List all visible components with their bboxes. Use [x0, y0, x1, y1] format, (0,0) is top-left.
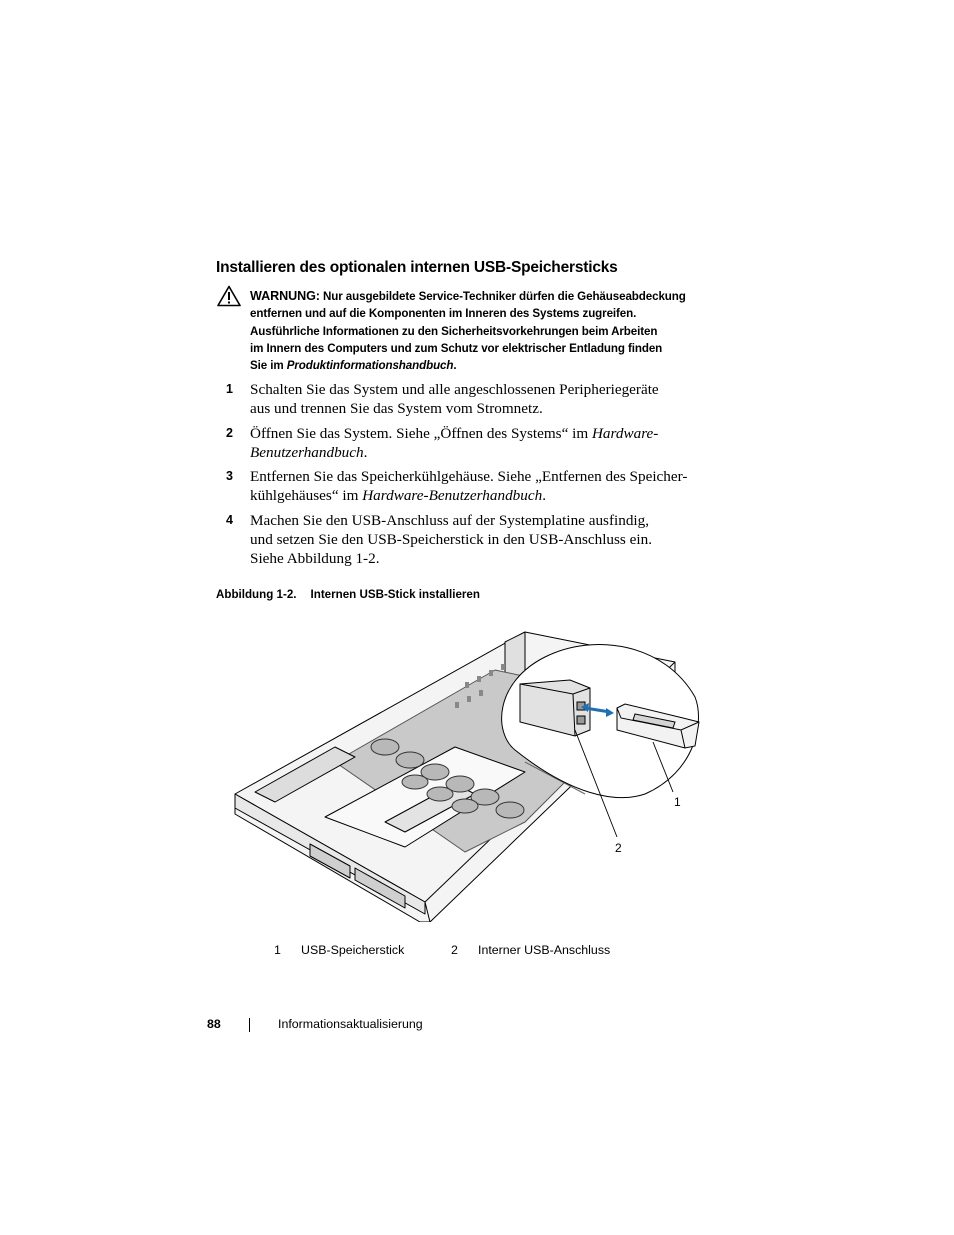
figure-title: Internen USB-Stick installieren [310, 588, 480, 601]
warning-line: Sie im [250, 359, 287, 373]
manual-reference: Produktinformationshandbuch [286, 359, 454, 373]
manual-reference: Benutzerhandbuch [250, 444, 364, 461]
footer-divider [249, 1018, 250, 1032]
step-text: . [363, 444, 368, 461]
warning-line: entfernen und auf die Komponenten im Inneren des Systems zugreifen. [250, 307, 637, 321]
step-text: Öffnen Sie das System. Siehe „Öffnen des Systems“ im [250, 425, 592, 442]
step-text: aus und trennen Sie das System vom Stromnetz. [250, 400, 543, 417]
callout-1: 1 [674, 795, 681, 809]
warning-line: Nur ausgebildete Service-Techniker dürfen die Gehäuseabdeckung [322, 290, 686, 303]
section-heading: Installieren des optionalen internen USB-Speichersticks [216, 259, 618, 276]
step-number: 1 [226, 382, 233, 396]
step-text: Machen Sie den USB-Anschluss auf der Systemplatine ausfindig, [250, 512, 650, 529]
warning-notice [250, 288, 730, 374]
footer-title: Informationsaktualisierung [278, 1017, 423, 1031]
legend-text: USB-Speicherstick [301, 943, 405, 957]
step-text: und setzen Sie den USB-Speicherstick in den USB-Anschluss ein. [250, 531, 652, 548]
step-number: 3 [226, 469, 233, 483]
legend-number: 1 [274, 943, 281, 957]
manual-reference: Hardware-Benutzerhandbuch [362, 487, 543, 504]
warning-triangle-icon [217, 285, 241, 307]
legend-number: 2 [451, 943, 458, 957]
usb-installation-illustration [225, 622, 725, 922]
warning-label: WARNUNG: [250, 289, 320, 303]
step-number: 2 [226, 426, 233, 440]
manual-reference: Hardware- [591, 425, 659, 442]
step-text: kühlgehäuses“ im [250, 487, 363, 504]
figure-label: Abbildung 1-2. [216, 588, 297, 601]
warning-line: Ausführliche Informationen zu den Sicherheitsvorkehrungen beim Arbeiten [250, 324, 658, 338]
step-text: Siehe Abbildung 1-2. [250, 550, 380, 567]
callout-2: 2 [615, 841, 622, 855]
warning-line: im Innern des Computers und zum Schutz vor elektrischer Entladung finden [250, 341, 663, 355]
step-text: Entfernen Sie das Speicherkühlgehäuse. Siehe „Entfernen des Speicher- [250, 468, 688, 485]
warning-line-end: . [453, 359, 457, 373]
legend-text: Interner USB-Anschluss [478, 943, 611, 957]
figure-caption [216, 588, 480, 601]
step-number: 4 [226, 513, 233, 527]
page-number: 88 [207, 1017, 221, 1031]
step-text: . [542, 487, 546, 504]
step-text: Schalten Sie das System und alle angeschlossenen Peripheriegeräte [250, 381, 659, 398]
